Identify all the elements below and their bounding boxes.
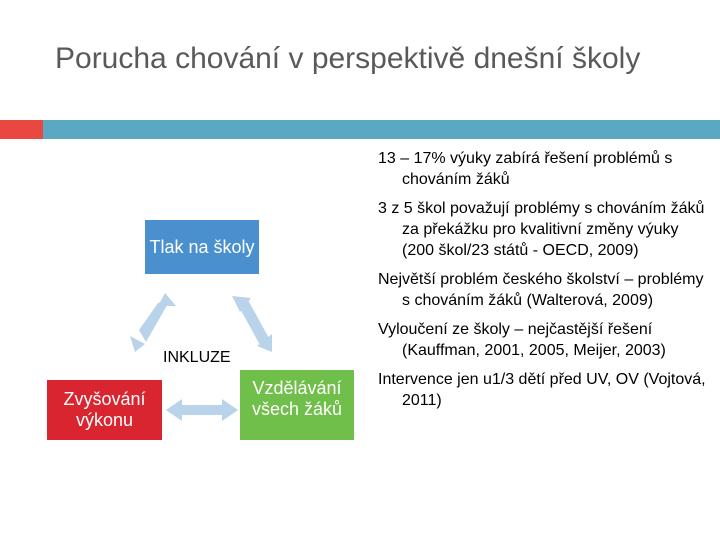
arrow-horizontal [166,399,238,421]
box-tlak-na-skoly [145,220,259,274]
bullet-item: Největší problém českého školství – problémy s chováním žáků (Walterová, 2009) [378,271,704,309]
box-vzdelavani-label: Vzdělávání všech žáků [251,378,343,419]
box-vzdelavani [240,370,354,440]
bullet-item: 13 – 17% výuky zabírá řešení problémů s chováním žáků [378,150,673,188]
bullet-item: Intervence jen u1/3 dětí před UV, OV (Vojtová, 2011) [378,371,706,409]
bullet-item: Vyloučení ze školy – nejčastější řešení (Kauffman, 2001, 2005, Meijer, 2003) [378,321,666,359]
box-zvysovani-vykonu [47,380,162,440]
arrow-top-left [130,293,176,352]
arrow-top-right [232,296,272,352]
bullet-list [378,148,708,419]
bullet-item: 3 z 5 škol považují problémy s chováním žáků za překážku pro kvalitivní změny výuky (200 škol/23 států - OECD, 2009) [378,200,705,259]
slide-title: Porucha chování v perspektivě dnešní školy [55,42,641,75]
box-zvysovani-label: Zvyšování výkonu [63,389,146,430]
label-inkluze: INKLUZE [163,349,231,366]
box-tlak-label: Tlak na školy [149,236,255,257]
